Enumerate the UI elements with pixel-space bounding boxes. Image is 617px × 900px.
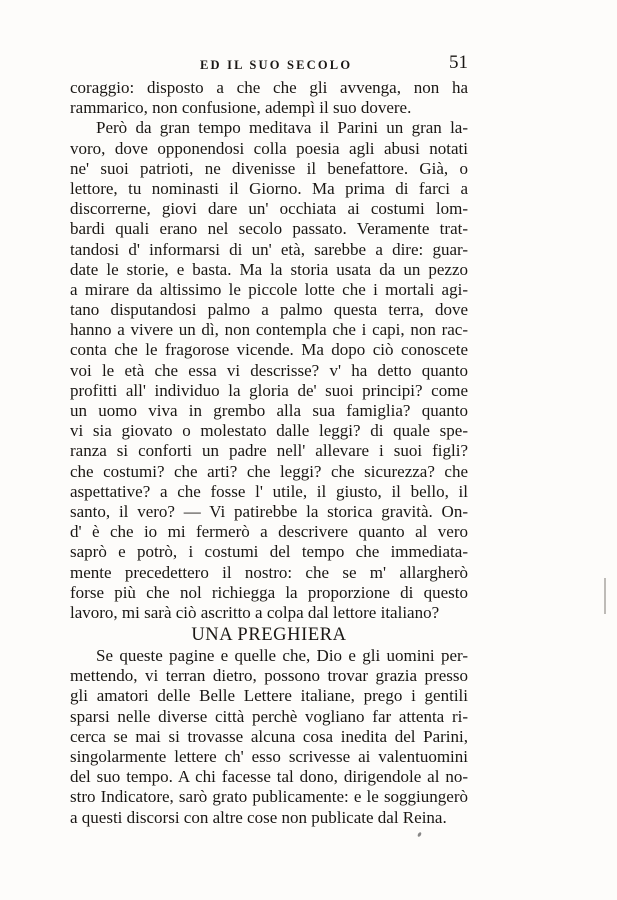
text-line: rammarico, non confusione, adempì il suo dovere. xyxy=(70,98,412,118)
ink-speck xyxy=(417,832,422,838)
text-line: ranza si conforti un padre nell' allevare i suoi figli? xyxy=(70,441,468,461)
paragraph-parini-work xyxy=(70,118,468,623)
page-body xyxy=(70,78,468,828)
text-line: ne' suoi patrioti, ne divenisse il benefattore. Già, o xyxy=(70,158,468,178)
text-line: mente precedettero il nostro: che se m' allargherò xyxy=(70,562,468,582)
text-line: bardi quali erano nel secolo passato. Veramente trat- xyxy=(70,219,468,239)
text-line: un uomo viva in grembo alla sua famiglia? quanto xyxy=(70,401,468,420)
margin-mark xyxy=(604,578,606,614)
text-line: mettendo, vi terran dietro, possono trovar grazia presso xyxy=(70,666,468,686)
text-line: vi sia giovato o molestato dalle leggi? di quale spe- xyxy=(70,421,468,441)
text-line: hanno a vivere un dì, non contempla che i capi, non rac- xyxy=(70,320,468,340)
text-line: forse più che nol richiegga la proporzione di questo xyxy=(70,582,468,602)
text-line: voro, dove opponendosi colla poesia agli abusi notati xyxy=(70,138,468,158)
text-line: singolarmente lettere ch' esso scrivesse ai valentuomini xyxy=(70,747,468,766)
text-line: Se queste pagine e quelle che, Dio e gli uomini per- xyxy=(96,646,468,666)
text-line: tandosi d' informarsi di un' età, sarebbe a dire: guar- xyxy=(70,239,468,259)
text-line: del suo tempo. A chi facesse tal dono, dirigendole al no- xyxy=(70,767,468,787)
text-line: tano disputandosi palmo a palmo questa terra, dove xyxy=(70,300,468,320)
text-line: che costumi? che arti? che leggi? che sicurezza? che xyxy=(70,461,468,481)
text-line: d' è che io mi fermerò a descrivere quanto al vero xyxy=(70,522,468,542)
paragraph-preghiera xyxy=(70,646,468,828)
text-line: coraggio: disposto a che che gli avvenga, non ha xyxy=(70,78,468,97)
page-header xyxy=(70,52,468,76)
text-line: sparsi nelle diverse città perchè vogliano far attenta ri- xyxy=(70,706,468,726)
text-line: a mirare da altissimo le piccole lotte che i mortali agi- xyxy=(70,279,468,299)
text-line: lavoro, mi sarà ciò ascritto a colpa dal lettore italiano? xyxy=(70,602,440,622)
text-line: cerca se mai si trovasse alcuna cosa inedita del Parini, xyxy=(70,726,468,746)
text-line: aspettative? a che fosse l' utile, il giusto, il bello, il xyxy=(70,481,468,501)
text-line: stro Indicatore, sarò grato publicamente: e le soggiungerò xyxy=(70,787,468,807)
text-line: discorrerne, giovi dare un' occhiata ai costumi lom- xyxy=(70,199,468,219)
text-line: lettore, tu nominasti il Giorno. Ma prima di farci a xyxy=(70,178,468,198)
text-line: Però da gran tempo meditava il Parini un gran la- xyxy=(96,118,468,138)
text-line: conta che le fragorose vicende. Ma dopo ciò conoscete xyxy=(70,340,468,360)
text-line: saprò e potrò, i costumi del tempo che immediata- xyxy=(70,542,468,562)
text-line: profitti all' individuo la gloria de' suoi principi? come xyxy=(70,380,468,400)
running-head: ED IL SUO SECOLO xyxy=(200,58,353,72)
text-line: a questi discorsi con altre cose non publicate dal Reina. xyxy=(70,807,447,827)
text-line: gli amatori delle Belle Lettere italiane, prego i gentili xyxy=(70,686,468,706)
text-line: date le storie, e basta. Ma la storia usata da un pezzo xyxy=(70,259,468,279)
text-line: voi le età che essa vi descrisse? v' ha detto quanto xyxy=(70,360,468,380)
page-number: 51 xyxy=(449,52,468,73)
paragraph-continuation xyxy=(70,78,468,118)
section-title: UNA PREGHIERA xyxy=(191,625,347,646)
text-line: santo, il vero? — Vi patirebbe la storica gravità. On- xyxy=(70,501,468,521)
